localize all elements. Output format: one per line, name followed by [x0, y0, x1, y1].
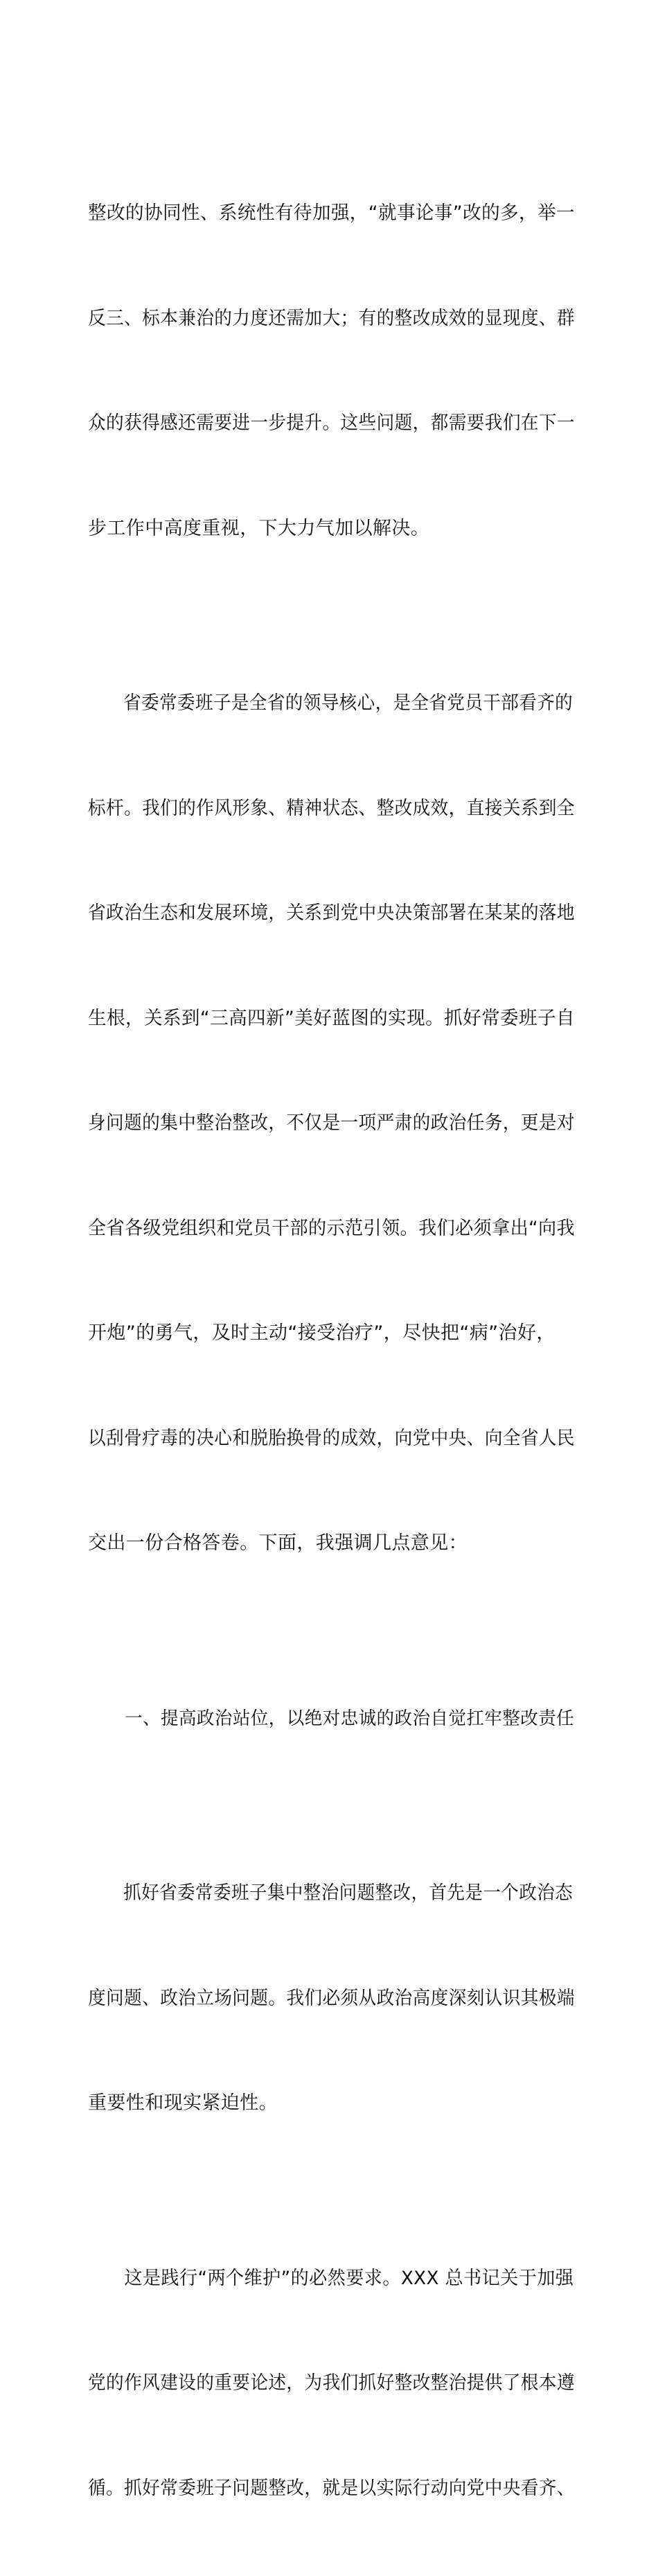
text-line: 重要性和现实紧迫性。	[88, 2086, 575, 2121]
text-line: 反三、标本兼治的力度还需加大；有的整改成效的显现度、群	[88, 301, 551, 337]
text-line: 度问题、政治立场问题。我们必须从政治高度深刻认识其极端	[88, 1981, 551, 2017]
paragraph-standing-committee	[88, 616, 575, 1631]
document-body	[88, 126, 575, 2576]
section-heading	[88, 1631, 575, 1807]
text-line: 生根，关系到“三高四新”美好蓝图的实现。抓好常委班子自	[88, 1001, 567, 1037]
paragraph-two-safeguards	[88, 2191, 575, 2576]
text-line: 这是践行“两个维护”的必然要求。XXX 总书记关于加强	[88, 2261, 560, 2297]
text-line: 党的作风建设的重要论述，为我们抓好整改整治提供了根本遵	[88, 2366, 551, 2401]
paragraph-political-attitude	[88, 1806, 575, 2191]
text-line: 整改的协同性、系统性有待加强，“就事论事”改的多，举一	[88, 196, 567, 231]
text-line: 以刮骨疗毒的决心和脱胎换骨的成效，向党中央、向全省人民	[88, 1421, 551, 1457]
text-line: 循。抓好常委班子问题整改，就是以实际行动向党中央看齐、	[88, 2471, 551, 2507]
paragraph-continuation	[88, 126, 575, 616]
document-page	[0, 0, 658, 931]
text-line: 身问题的集中整治整改，不仅是一项严肃的政治任务，更是对	[88, 1106, 551, 1141]
text-line: 交出一份合格答卷。下面，我强调几点意见：	[88, 1526, 575, 1561]
text-line: 抓好省委常委班子集中整治问题整改，首先是一个政治态	[88, 1876, 549, 1911]
text-line: 全省各级党组织和党员干部的示范引领。我们必须拿出“向我	[88, 1211, 559, 1247]
text-line: 省政治生态和发展环境，关系到党中央决策部署在某某的落地	[88, 896, 551, 931]
text-line: 省委常委班子是全省的领导核心，是全省党员干部看齐的	[88, 686, 549, 721]
text-line: 众的获得感还需要进一步提升。这些问题，都需要我们在下一	[88, 406, 551, 441]
text-line: 步工作中高度重视，下大力气加以解决。	[88, 511, 575, 547]
text-line: 标杆。我们的作风形象、精神状态、整改成效，直接关系到全	[88, 791, 551, 827]
heading-line: 一、提高政治站位，以绝对忠诚的政治自觉扛牢整改责任	[88, 1701, 567, 1737]
text-line: 开炮”的勇气，及时主动“接受治疗”，尽快把“病”治好，	[88, 1316, 575, 1351]
